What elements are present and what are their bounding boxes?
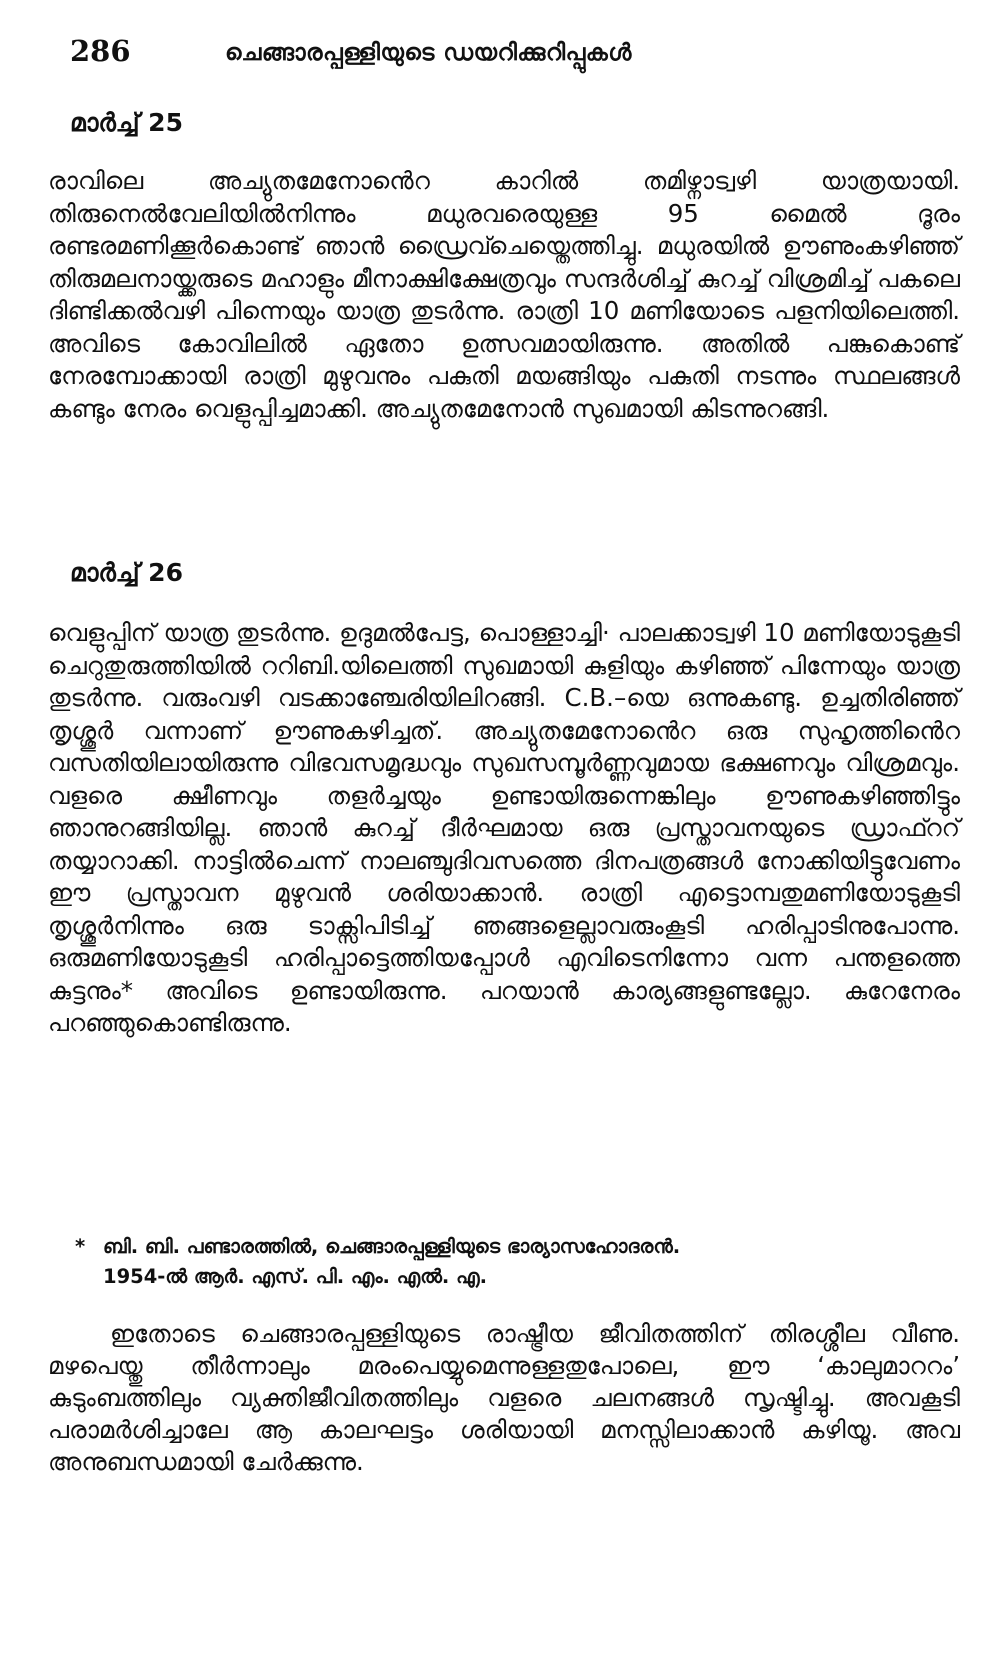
closing-paragraph: ഇതോടെ ചെങ്ങാരപ്പള്ളിയുടെ രാഷ്ട്രീയ ജീവിതത്തിന് തിരശ്ശീല വീണു. മഴപെയ്തു തീർന്നാലും മരംപെയ്യുമെന്നുള്ളതുപോലെ, ഈ ‘കാലുമാററം’ കുടുംബത്തിലും വ്യക്തിജീവിതത്തിലും വളരെ ചലനങ്ങൾ സൃഷ്ടിച്ചു. അവകൂടി പരാമർശിച്ചാലേ ആ കാലഘട്ടം ശരിയായി മനസ്സിലാക്കാൻ കഴിയൂ. അവ അനുബന്ധമായി ചേർക്കുന്നു. bbox=[48, 1319, 960, 1476]
footnote bbox=[75, 1232, 955, 1292]
running-header bbox=[70, 34, 940, 84]
entry-date-march-25: മാർച്ച് 25 bbox=[70, 108, 183, 137]
footnote-text-1: ബി. ബി. പണ്ടാരത്തിൽ, ചെങ്ങാരപ്പള്ളിയുടെ ഭാര്യാസഹോദരൻ. bbox=[103, 1235, 681, 1258]
footnote-line-2: 1954-ൽ ആർ. എസ്. പി. എം. എൽ. എ. bbox=[103, 1265, 487, 1288]
running-title: ചെങ്ങാരപ്പള്ളിയുടെ ഡയറിക്കുറിപ്പുകൾ bbox=[225, 40, 632, 66]
entry-body-march-26: വെളുപ്പിന് യാത്ര തുടർന്നു. ഉദുമൽപേട്ട, പൊള്ളാച്ചി· പാലക്കാട്വഴി 10 മണിയോടുകൂടി ചെറുതുരുത്തിയിൽ ററിബി.യിലെത്തി സുഖമായി കുളിയും കഴിഞ്ഞ് പിന്നേയും യാത്ര തുടർന്നു. വരുംവഴി വടക്കാഞ്ചേരിയിലിറങ്ങി. C.B.–യെ ഒന്നുകണ്ടു. ഉച്ചതിരിഞ്ഞ് തൃശ്ശൂർ വന്നാണ് ഊണുകഴിച്ചത്. അച്യുതമേനോൻെറ ഒരു സുഹൃത്തിൻെറ വസതിയിലായിരുന്നു വിഭവസമൃദ്ധവും സുഖസമ്പൂർണ്ണവുമായ ഭക്ഷണവും വിശ്രമവും. വളരെ ക്ഷീണവും തളർച്ചയും ഉണ്ടായിരുന്നെങ്കിലും ഊണുകഴിഞ്ഞിട്ടും ഞാനുറങ്ങിയില്ല. ഞാൻ കുറച്ച് ദീർഘമായ ഒരു പ്രസ്താവനയുടെ ഡ്രാഫ്ററ് തയ്യാറാക്കി. നാട്ടിൽചെന്ന് നാലഞ്ചുദിവസത്തെ ദിനപത്രങ്ങൾ നോക്കിയിട്ടുവേണം ഈ പ്രസ്താവന മുഴുവൻ ശരിയാക്കാൻ. രാത്രി എട്ടൊമ്പതുമണിയോടുകൂടി തൃശ്ശൂർനിന്നും ഒരു ടാക്സിപിടിച്ച് ഞങ്ങളെല്ലാവരുംകൂടി ഹരിപ്പാടിനുപോന്നു. ഒരുമണിയോടുകൂടി ഹരിപ്പാട്ടെത്തിയപ്പോൾ എവിടെനിന്നോ വന്ന പന്തളത്തെ കുട്ടനും* അവിടെ ഉണ്ടായിരുന്നു. പറയാൻ കാര്യങ്ങളുണ്ടല്ലോ. കുറേനേരം പറഞ്ഞുകൊണ്ടിരുന്നു. bbox=[48, 618, 960, 1037]
entry-date-march-26: മാർച്ച് 26 bbox=[70, 558, 183, 587]
footnote-line-1 bbox=[75, 1232, 955, 1262]
page-number: 286 bbox=[70, 34, 131, 68]
footnote-marker: * bbox=[75, 1235, 86, 1258]
entry-body-march-25: രാവിലെ അച്യുതമേനോൻെറ കാറിൽ തമിഴ്നാട്വഴി യാത്രയായി. തിരുനെൽവേലിയിൽനിന്നും മധുരവരെയുള്ള 95 മൈൽ ദൂരം രണ്ടരമണിക്കൂർകൊണ്ട് ഞാൻ ഡ്രൈവ്ചെയ്തെത്തിച്ചു. മധുരയിൽ ഊണുംകഴിഞ്ഞ് തിരുമലനായ്ക്കരുടെ മഹാളും മീനാക്ഷിക്ഷേത്രവും സന്ദർശിച്ച് കുറച്ച് വിശ്രമിച്ച് പകലെ ദിണ്ടിക്കൽവഴി പിന്നെയും യാത്ര തുടർന്നു. രാത്രി 10 മണിയോടെ പളനിയിലെത്തി. അവിടെ കോവിലിൽ ഏതോ ഉത്സവമായിരുന്നു. അതിൽ പങ്കുകൊണ്ട് നേരമ്പോക്കായി രാത്രി മുഴുവനും പകുതി മയങ്ങിയും പകുതി നടന്നും സ്ഥലങ്ങൾ കണ്ടും നേരം വെളുപ്പിച്ചമാക്കി. അച്യുതമേനോൻ സുഖമായി കിടന്നുറങ്ങി. bbox=[48, 166, 960, 423]
